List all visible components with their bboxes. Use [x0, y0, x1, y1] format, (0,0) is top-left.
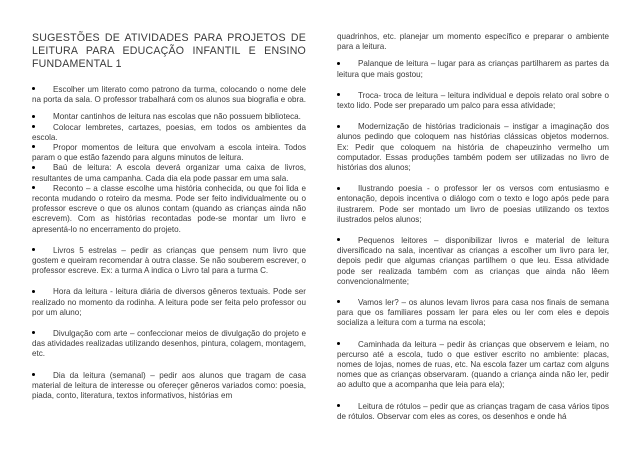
bullet-icon: [32, 248, 35, 251]
bullet-icon: [337, 93, 340, 96]
list-item: Escolher um literato como patrono da turma, colocando o nome dele na porta da sala. O professor trabalhará com os alunos sua biografia e obra.: [32, 85, 306, 105]
list-item: Caminhada da leitura – pedir às crianças que observem e leiam, no percurso até a escola, tudo o que estiver escrito no ambiente: placas, nomes de lojas, nomes de ruas, etc. Na escola fazer um cartaz com alguns nomes que as crianças observaram. (quando a criança ainda não ler, pedir ao adulto que a acompanha que leia para ela);: [337, 339, 609, 390]
list-item: Propor momentos de leitura que envolvam a escola inteira. Todos param o que estão fazendo para alguns minutos de leitura.: [32, 143, 306, 163]
left-column: [32, 32, 306, 401]
list-item: Troca- troca de leitura – leitura individual e depois relato oral sobre o texto lido. Pode ser preparado um palco para essa atividade;: [337, 90, 609, 111]
right-column: [337, 32, 609, 422]
list-item: Baú de leitura: A escola deverá organizar uma caixa de livros, resultantes de uma campanha. Cada dia ela pode passar em uma sala.: [32, 163, 306, 183]
bullet-icon: [337, 300, 340, 303]
list-item: Vamos ler? – os alunos levam livros para casa nos finais de semana para que os familiares possam ler para eles ou ler com eles e depois socializa a leitura com a turma na escola;: [337, 298, 609, 328]
list-item: Ilustrando poesia - o professor ler os versos com entusiasmo e entonação, depois incentiva o diálogo com o texto e logo após pede para ilustrarem. Pode ser montado um livro de poesias utilizando os textos ilustrados pelos alunos;: [337, 184, 609, 224]
list-item: Reconto – a classe escolhe uma história conhecida, ou que foi lida e reconta mudando o roteiro da mesma. Pode ser feito individualmente ou o professor escreve o que os alunos contam (quando as crianças ainda não escrevem). Com as histórias recontadas pode-se montar um livro e apresentá-lo no encerramento do projeto.: [32, 183, 306, 234]
bullet-icon: [337, 62, 340, 65]
bullet-icon: [32, 125, 35, 128]
bullet-icon: [32, 87, 35, 90]
bullet-icon: [32, 373, 35, 376]
list-item: Modernização de histórias tradicionais – instigar a imaginação dos alunos pedindo que coloquem nas histórias clássicas objetos modernos. Ex: Pedir que coloquem na história de chapeuzinho vermelho um computador. Essas produções também podem ser utilizadas no livro de histórias dos alunos;: [337, 122, 609, 173]
bullet-icon: [337, 342, 340, 345]
bullet-icon: [32, 166, 35, 169]
bullet-icon: [32, 186, 35, 189]
list-item: Leitura de rótulos – pedir que as crianças tragam de casa vários tipos de rótulos. Observar com eles as cores, os desenhos e onde há: [337, 401, 609, 421]
bullet-icon: [32, 331, 35, 334]
list-item: Pequenos leitores – disponibilizar livros e material de leitura diversificado na sala, incentivar as crianças a escolher um livro para ler, depois pedir que algumas crianças partilhem o que leu. Essa atividade pode ser realizada também com as crianças que ainda não lêem convencionalmente;: [337, 236, 609, 286]
bullet-icon: [337, 238, 340, 241]
bullet-icon: [337, 125, 340, 128]
list-item: Montar cantinhos de leitura nas escolas que não possuem biblioteca.: [32, 112, 306, 122]
bullet-icon: [32, 145, 35, 148]
bullet-icon: [32, 290, 35, 293]
bullet-icon: [337, 404, 340, 407]
list-item: Divulgação com arte – confeccionar meios de divulgação do projeto e das atividades realizadas utilizando desenhos, pintura, colagem, montagem, etc.: [32, 329, 307, 359]
continued-paragraph: quadrinhos, etc. planejar um momento específico e preparar o ambiente para a leitura.: [337, 32, 609, 52]
list-item: Palanque de leitura – lugar para as crianças partilharem as partes da leitura que mais gostou;: [337, 59, 609, 79]
list-item: Colocar lembretes, cartazes, poesias, em todos os ambientes da escola.: [32, 122, 306, 142]
list-item: Dia da leitura (semanal) – pedir aos alunos que tragam de casa material de leitura de interesse ou ofereçer gêneros variados como: poesia, piada, conto, literatura, textos informativos, histórias em: [32, 370, 306, 401]
list-item: Livros 5 estrelas – pedir as crianças que pensem num livro que gostem e queiram recomendar à outra classe. Se não souberem escrever, o professor escreve. Ex: a turma A indica o Livro tal para a turma C.: [32, 245, 306, 276]
list-item: Hora da leitura - leitura diária de diversos gêneros textuais. Pode ser realizado no momento da rodinha. A leitura pode ser feita pelo professor ou por um aluno;: [32, 287, 306, 317]
bullet-icon: [337, 187, 340, 190]
page-title: SUGESTÕES DE ATIVIDADES PARA PROJETOS DE LEITURA PARA EDUCAÇÃO INFANTIL E ENSINO FUNDAMENTAL 1: [32, 32, 306, 70]
bullet-icon: [32, 115, 35, 118]
